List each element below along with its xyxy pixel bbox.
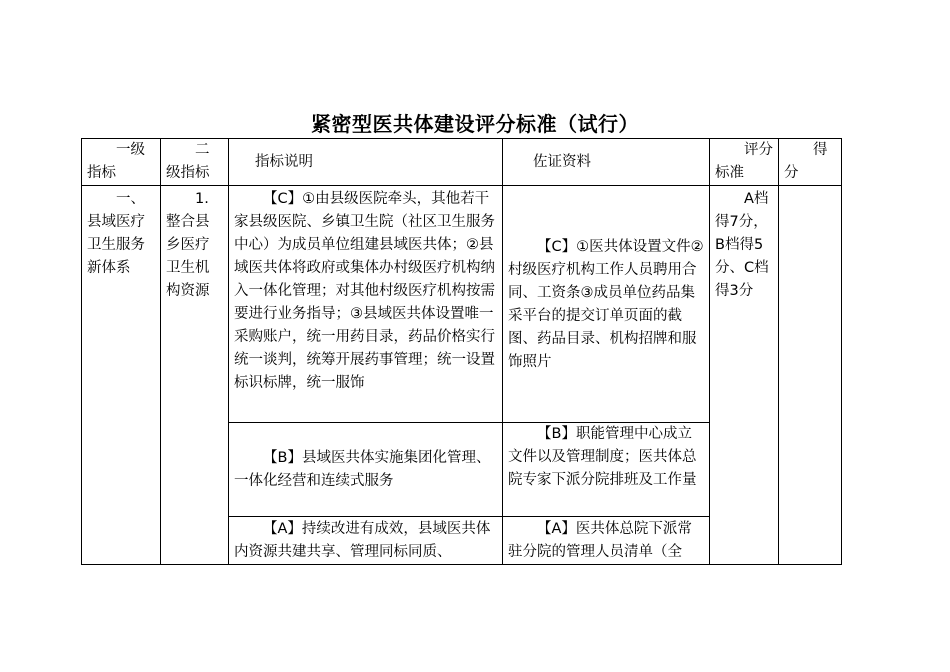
table-row [82,186,842,423]
page-title: 紧密型医共体建设评分标准（试行） [311,112,639,136]
header-level1: 一级指标 [82,139,161,186]
header-description: 指标说明 [229,139,503,186]
header-scoring: 评分标准 [710,139,779,186]
level1-cell: 一、县域医疗卫生服务新体系 [82,186,161,565]
header-level2: 二级指标 [161,139,229,186]
evidence-text: 【A】医共体总院下派常驻分院的管理人员清单（全 [508,521,692,560]
score-cell [779,186,842,565]
scoring-cell: A档得7分，B档得5分、C档得3分 [710,186,779,565]
description-cell: 【B】县域医共体实施集团化管理、一体化经营和连续式服务 [229,423,503,517]
header-score: 得分 [779,139,842,186]
header-evidence: 佐证资料 [503,139,710,186]
evidence-cell: 【B】职能管理中心成立文件以及管理制度；医共体总院专家下派分院排班及工作量 [503,423,710,517]
scoring-table [81,138,842,565]
level2-cell: 1.整合县乡医疗卫生机构资源 [161,186,229,565]
description-cell: 【C】①由县级医院牵头，其他若干家县级医院、乡镇卫生院（社区卫生服务中心）为成员单位组建县域医共体；②县域医共体将政府或集体办村级医疗机构纳入一体化管理；对其他村级医疗机构按需要进行业务指导；③县域医共体设置唯一采购账户，统一用药目录，药品价格实行统一谈判，统筹开展药事管理；统一设置标识标牌，统一服饰 [229,186,503,423]
evidence-cell [503,517,710,565]
table-header-row [82,139,842,186]
description-text: 【A】持续改进有成效，县域医共体内资源共建共享、管理同标同质、 [234,521,491,560]
description-cell [229,517,503,565]
evidence-cell: 【C】①医共体设置文件②村级医疗机构工作人员聘用合同、工资条③成员单位药品集采平台的提交订单页面的截图、药品目录、机构招牌和服饰照片 [503,186,710,423]
